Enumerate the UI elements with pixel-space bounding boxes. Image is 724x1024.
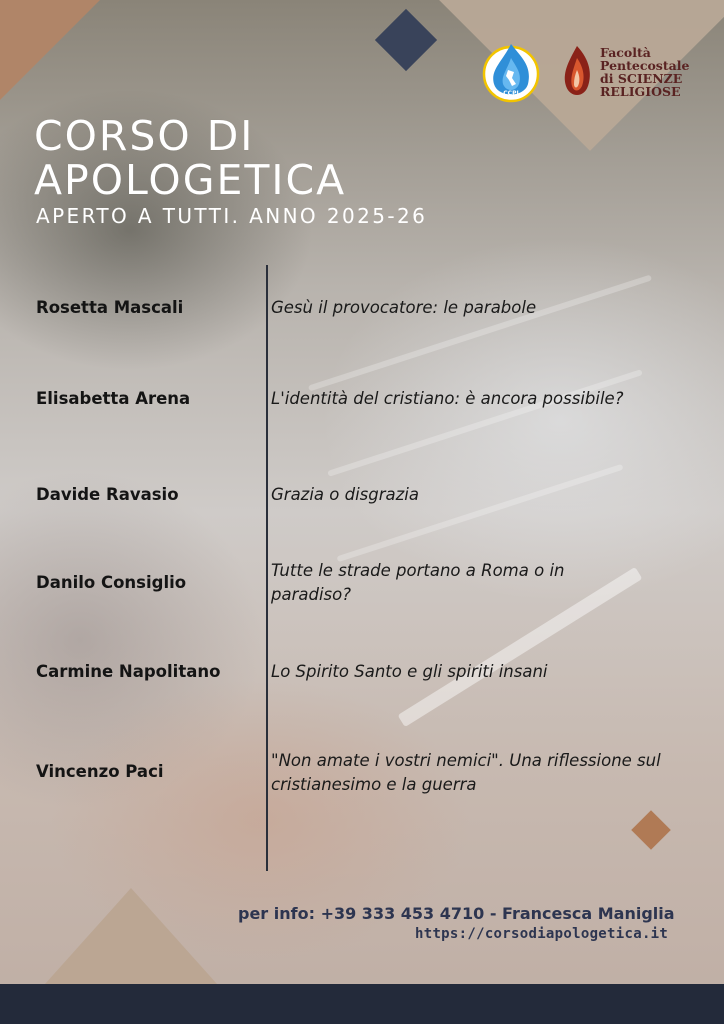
speaker-name: Carmine Napolitano xyxy=(36,662,221,681)
faculty-line: Facoltà xyxy=(600,45,651,60)
lecture-topic: "Non amate i vostri nemici". Una riflessione sul cristianesimo e la guerra xyxy=(271,751,661,794)
orange-diamond-decoration xyxy=(631,810,671,850)
speaker-name: Rosetta Mascali xyxy=(36,298,184,317)
lecture-topic: Lo Spirito Santo e gli spiriti insani xyxy=(271,662,548,681)
background-texture xyxy=(327,369,643,477)
speaker-name: Elisabetta Arena xyxy=(36,389,191,408)
footer-bar xyxy=(0,984,724,1024)
lecture-topic: Grazia o disgrazia xyxy=(271,485,420,504)
faculty-line: di SCIENZE xyxy=(600,71,683,86)
speaker-name: Danilo Consiglio xyxy=(36,573,187,592)
flame-logo xyxy=(560,44,594,102)
background-texture xyxy=(336,464,623,562)
lecture-topic: Gesù il provocatore: le parabole xyxy=(271,298,537,317)
navy-diamond-decoration xyxy=(375,9,437,71)
lecture-topic: L'identità del cristiano: è ancora possibile? xyxy=(271,389,624,408)
contact-info: per info: +39 333 453 4710 - Francesca Maniglia xyxy=(238,904,675,923)
page-title xyxy=(34,114,346,202)
ccpi-logo-text: CCPI xyxy=(503,90,519,97)
faculty-line: RELIGIOSE xyxy=(600,84,681,99)
corner-triangle-decoration xyxy=(0,0,100,100)
title-line-2: APOLOGETICA xyxy=(34,156,347,204)
bottom-triangle-decoration xyxy=(45,888,217,984)
lecture-topic: Tutte le strade portano a Roma o in paradiso? xyxy=(271,561,565,604)
title-line-1: CORSO DI xyxy=(34,112,255,160)
speaker-name: Vincenzo Paci xyxy=(36,762,164,781)
subtitle: APERTO A TUTTI. ANNO 2025-26 xyxy=(36,204,428,228)
speaker-name: Davide Ravasio xyxy=(36,485,179,504)
ccpi-logo xyxy=(482,40,540,104)
faculty-line: Pentecostale xyxy=(600,58,690,73)
background-texture xyxy=(308,275,652,392)
faculty-name xyxy=(600,46,689,98)
vertical-divider xyxy=(266,265,268,871)
website-link[interactable]: https://corsodiapologetica.it xyxy=(415,926,669,942)
